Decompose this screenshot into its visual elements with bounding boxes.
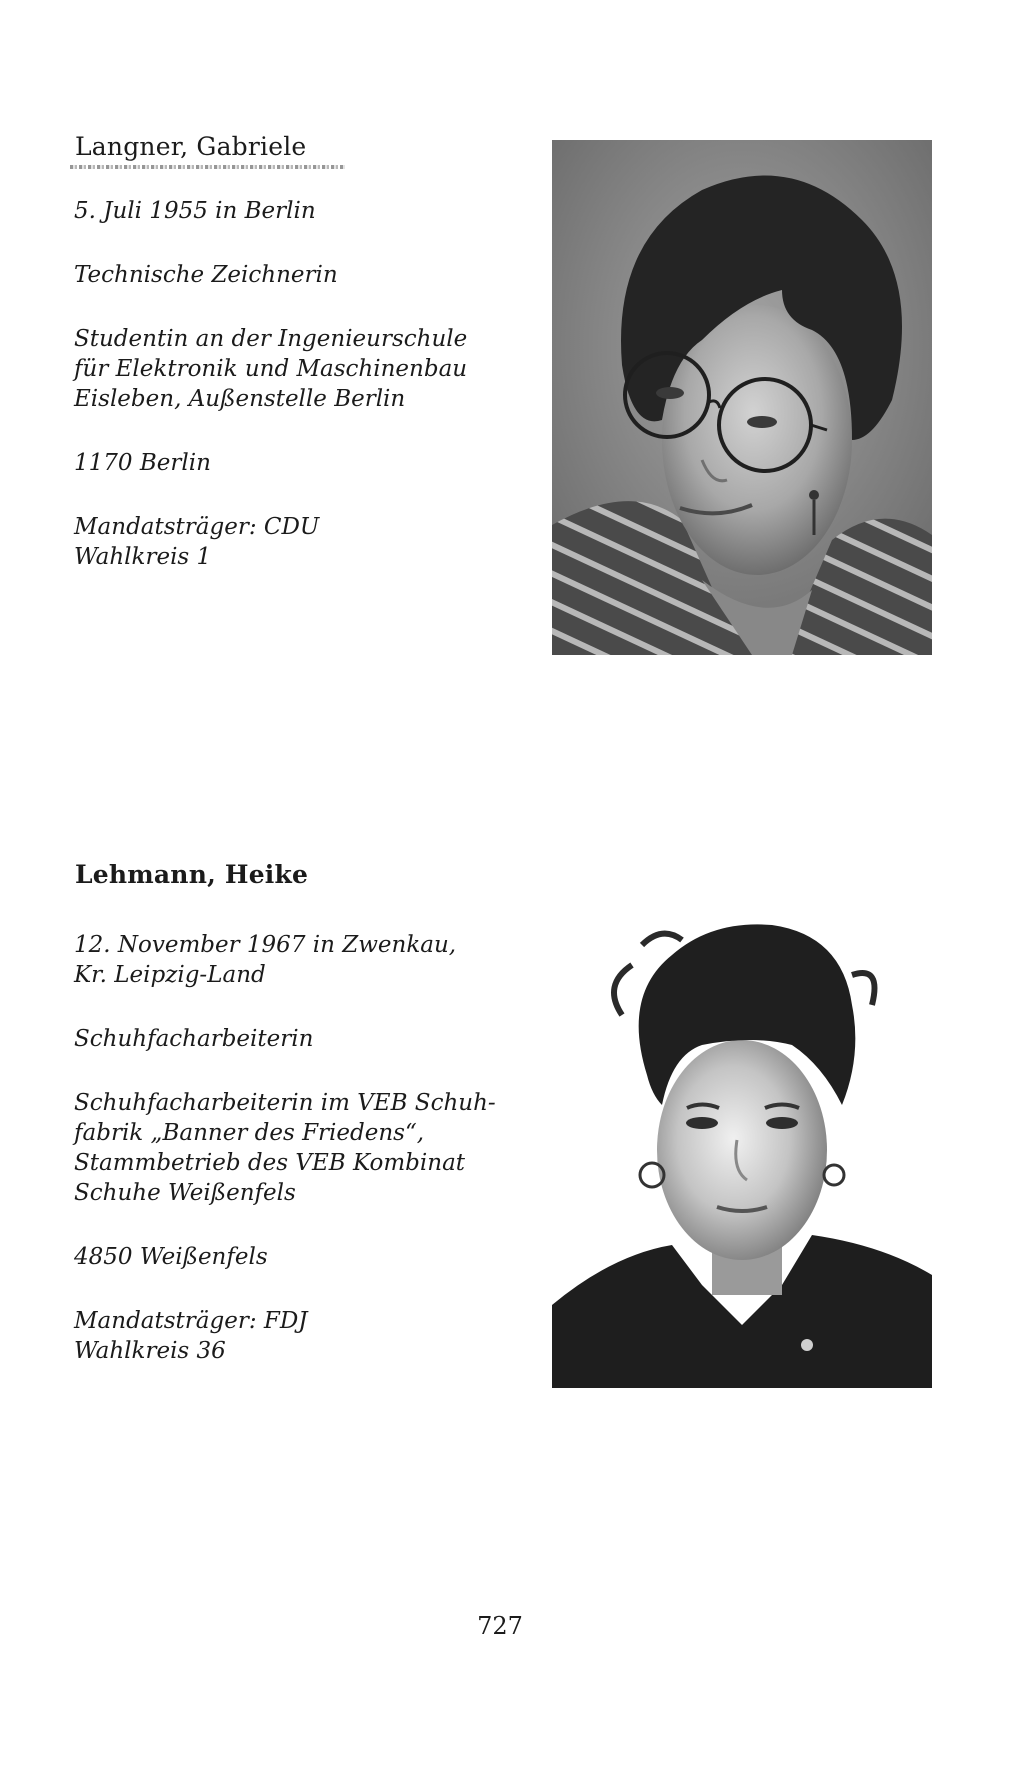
occupation-line: fabrik „Banner des Friedens“, — [74, 1120, 425, 1146]
occupation-line: Schuhe Weißenfels — [74, 1180, 296, 1206]
occupation-line: Stammbetrieb des VEB Kombinat — [74, 1150, 466, 1176]
occupation-line: Eisleben, Außenstelle Berlin — [74, 386, 406, 412]
profession: Technische Zeichnerin — [74, 262, 338, 288]
biography-entry — [0, 0, 1024, 700]
profession: Schuhfacharbeiterin — [74, 1026, 314, 1052]
constituency: Wahlkreis 1 — [74, 544, 212, 570]
mandate: Mandatsträger: CDU — [74, 514, 320, 540]
residence: 1170 Berlin — [74, 450, 211, 476]
biography-details — [74, 930, 496, 1400]
biography-details — [74, 196, 467, 606]
occupation-line: Studentin an der Ingenieurschule — [74, 326, 468, 352]
portrait-photo — [552, 905, 932, 1388]
name-underline — [70, 165, 345, 169]
portrait-photo — [552, 140, 932, 655]
mandate: Mandatsträger: FDJ — [74, 1308, 308, 1334]
occupation-line: für Elektronik und Maschinenbau — [74, 356, 468, 382]
residence: 4850 Weißenfels — [74, 1244, 268, 1270]
birth-info: 5. Juli 1955 in Berlin — [74, 198, 316, 224]
birth-info-line: 12. November 1967 in Zwenkau, — [74, 932, 457, 958]
page-number: 727 — [477, 1612, 523, 1640]
person-name: Langner, Gabriele — [75, 132, 307, 161]
occupation-line: Schuhfacharbeiterin im VEB Schuh- — [74, 1090, 496, 1116]
constituency: Wahlkreis 36 — [74, 1338, 226, 1364]
biography-entry — [0, 700, 1024, 1420]
portrait-image — [552, 905, 932, 1388]
person-name: Lehmann, Heike — [75, 860, 309, 889]
portrait-image — [552, 140, 932, 655]
birth-info-line: Kr. Leipzig-Land — [74, 962, 266, 988]
